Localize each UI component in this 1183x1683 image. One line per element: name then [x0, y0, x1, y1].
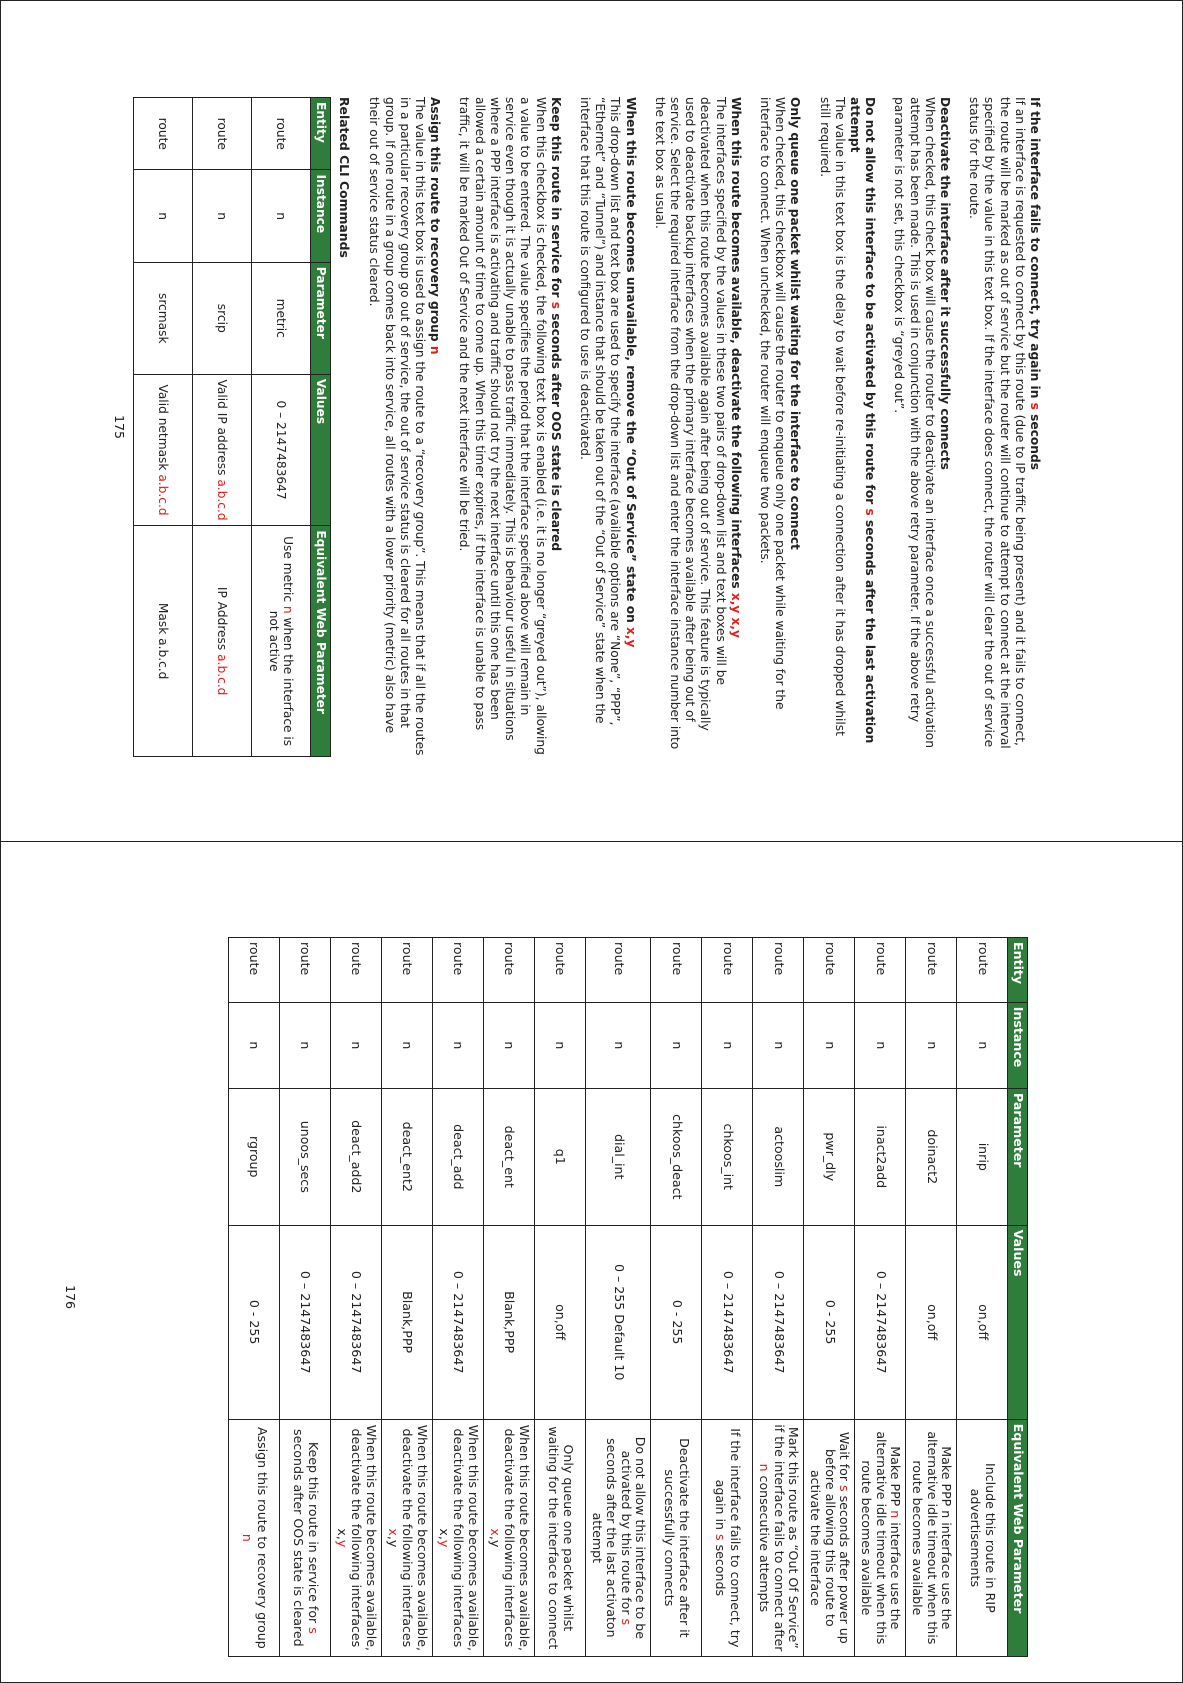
cell-instance: n [251, 170, 310, 262]
section-body: When this checkbox is checked, the following text box is enabled (i.e. it is no longer “greyed out”), allowing a value to be entered. The value specifies the period that the interface specified above will remain in service even though it is actually unable to pass traffic immediately. This is behaviour useful in situations where a PPP interface is activating and traffic should not try the next interface until this one has been allowed a certain amount of time to come up. When this timer expires, if the interface is unable to pass traffic, it will be marked Out of Service and the next interface will be tried. [457, 97, 548, 755]
col-web-parameter: Equivalent Web Parameter [1008, 1419, 1028, 1656]
description-section [757, 97, 803, 757]
cell-parameter: srcip [192, 262, 251, 374]
cell-web-parameter [229, 1419, 280, 1656]
table-row [702, 938, 753, 1657]
cell-web-parameter [855, 1419, 906, 1656]
cell-parameter: chkoos_deact [651, 1088, 702, 1225]
table-row [651, 938, 702, 1657]
cell-web-parameter [804, 1419, 855, 1656]
table-row [753, 938, 804, 1657]
cell-web-parameter [192, 526, 251, 757]
cell-entity: route [382, 938, 433, 1003]
cell-parameter: deact_ent [484, 1088, 535, 1225]
table-row [192, 98, 251, 757]
cell-values: 0 – 2147483647 [331, 1225, 382, 1419]
text-run: Use metric [280, 536, 295, 606]
highlight-variable: n [240, 1533, 256, 1542]
table-row [804, 938, 855, 1657]
text-run: When this route becomes available, deactivate the following interfaces [400, 1424, 430, 1651]
table-row [906, 938, 957, 1657]
cell-parameter: rgroup [229, 1088, 280, 1225]
cell-parameter: chkoos_int [702, 1088, 753, 1225]
table-body [229, 938, 1008, 1657]
cell-entity: route [331, 938, 382, 1003]
text-run: Valid netmask [155, 384, 170, 475]
section-heading [847, 97, 877, 757]
table-row [331, 938, 382, 1657]
cell-instance: n [804, 1002, 855, 1088]
cell-web-parameter [957, 1419, 1008, 1656]
page-number: 175 [112, 414, 127, 440]
section-heading [728, 97, 743, 757]
cell-parameter: deact_ent2 [382, 1088, 433, 1225]
cell-web-parameter [433, 1419, 484, 1656]
text-run: Keep this route in service for [305, 1441, 321, 1628]
cell-parameter: q1 [535, 1088, 586, 1225]
section-heading [548, 97, 563, 757]
text-run: Only queue one packet whilst waiting for the interface to connect [788, 97, 803, 550]
page-175 [112, 97, 1042, 757]
cell-web-parameter [753, 1419, 804, 1656]
page-number: 176 [63, 1284, 78, 1310]
cell-instance: n [855, 1002, 906, 1088]
table-row [280, 938, 331, 1657]
text-run: consecutive attempts [757, 1471, 773, 1613]
page-176 [63, 937, 1028, 1657]
text-run: ,y [385, 1535, 401, 1548]
cell-entity: route [957, 938, 1008, 1003]
cell-values: 0 - 255 [651, 1225, 702, 1419]
table-row [535, 938, 586, 1657]
table-row [382, 938, 433, 1657]
section-body: The value in this text box is the delay to wait before re-initiating a connection after it has dropped whilst still required. [817, 97, 847, 736]
col-instance: Instance [310, 170, 330, 262]
description-section [652, 97, 743, 757]
description-section [816, 97, 877, 757]
cell-parameter: metric [251, 262, 310, 374]
col-parameter: Parameter [310, 262, 330, 374]
highlight-variable: s [618, 1618, 634, 1626]
cell-parameter: actooslim [753, 1088, 804, 1225]
col-values: Values [310, 374, 330, 526]
text-run: When this route becomes unavailable, remove the “Out of Service” state on [623, 97, 638, 627]
text-run: seconds after OOS state is cleared [291, 1429, 307, 1647]
cell-entity: route [855, 938, 906, 1003]
cell-instance: n [906, 1002, 957, 1088]
cell-web-parameter [382, 1419, 433, 1656]
text-run: seconds after power up before allowing this route to activate the interface [808, 1449, 853, 1644]
cell-values: 0 - 255 [229, 1225, 280, 1419]
cell-entity: route [280, 938, 331, 1003]
cell-entity: route [651, 938, 702, 1003]
highlight-variable: x,y x,y [728, 592, 743, 638]
page-176-frame [0, 841, 1183, 1683]
table-row [484, 938, 535, 1657]
highlight-variable: s [305, 1627, 321, 1634]
cell-values: Blank,PPP [484, 1225, 535, 1419]
cell-values: on,off [535, 1225, 586, 1419]
text-run: Assign this route to recovery group [254, 1426, 270, 1649]
col-entity: Entity [310, 98, 330, 170]
highlight-variable: n [888, 1510, 904, 1519]
cli-commands-table [133, 97, 331, 757]
highlight-variable: y [334, 1539, 350, 1548]
text-run: 0 – 2147483647 [273, 400, 288, 500]
section-body: When checked, this check box will cause the router to deactivate an interface once a successful activation attempt has been made. This is used in conjunction with the above retry parameter. If the above retry parameter is not set, this checkbox is “greyed out”. [892, 97, 937, 748]
cell-entity: route [433, 938, 484, 1003]
text-run: seconds [1028, 409, 1042, 470]
highlight-variable: s [548, 301, 563, 309]
text-run: Do not allow this interface to be activated by this route for [618, 1436, 649, 1639]
cell-entity: route [753, 938, 804, 1003]
cell-web-parameter [906, 1419, 957, 1656]
cell-instance: n [651, 1002, 702, 1088]
highlight-variable: n [280, 605, 295, 614]
text-run: Make PPP [888, 1446, 904, 1511]
description-section [891, 97, 952, 757]
cell-parameter: pwr_dly [804, 1088, 855, 1225]
cell-entity: route [906, 938, 957, 1003]
cell-instance: n [433, 1002, 484, 1088]
highlight-variable: n [757, 1463, 773, 1472]
cell-instance: n [382, 1002, 433, 1088]
text-run: seconds after OOS state is cleared [548, 308, 563, 552]
cli-commands-heading: Related CLI Commands [337, 97, 353, 258]
text-run: Mask a.b.c.d [155, 602, 170, 680]
text-run: Wait for [837, 1431, 853, 1486]
cell-values: on,off [906, 1225, 957, 1419]
section-body: When checked, this checkbox will cause the router to enqueue only one packet while waiting for the interface to connect. When unchecked, the router will enqueue two packets. [757, 97, 788, 710]
text-run: If the interface fails to connect, try again in [713, 1428, 743, 1648]
cell-web-parameter [133, 526, 192, 757]
highlight-variable: s [1028, 402, 1042, 410]
cell-entity: route [251, 98, 310, 170]
description-section [577, 97, 638, 757]
cell-instance: n [133, 170, 192, 262]
text-run: Only queue one packet whilst waiting for the interface to connect [546, 1426, 576, 1650]
cell-parameter: unoos_secs [280, 1088, 331, 1225]
text-run: IP Address [214, 586, 229, 655]
cell-web-parameter [280, 1419, 331, 1656]
section-body: This drop-down list and text box are used to specify the interface (available options are “None”, “PPP”, “Ethernet” and “Tunnel”) and instance that should be taken out of the “Out of Service” state when the interface that this route is configured to use is deactivated. [577, 97, 623, 726]
table-row [133, 98, 192, 757]
text-run: Keep this route in service for [548, 97, 563, 302]
cell-entity: route [586, 938, 651, 1003]
highlight-variable: x [385, 1528, 401, 1536]
highlight-variable: s [837, 1485, 853, 1492]
text-run: Include this route in RIP advertisements [968, 1463, 998, 1613]
section-heading [622, 97, 637, 757]
text-run: When this route becomes available, deactivate the following interfaces [502, 1424, 532, 1651]
cell-values: 0 – 255 Default 10 [586, 1225, 651, 1419]
description-section [366, 97, 442, 757]
cell-entity: route [192, 98, 251, 170]
section-body: The interfaces specified by the values in these two pairs of drop-down list and text boxes will be deactivated when this route becomes available again after being out of service. This feature is typically used to deactivate backup interfaces when the primary interface becomes available after being out of service. Select the required interface from the drop-down list and enter the interface instance number into the text box as usual. [652, 97, 728, 750]
cell-web-parameter [535, 1419, 586, 1656]
cell-values [251, 374, 310, 526]
col-web-parameter: Equivalent Web Parameter [310, 526, 330, 757]
cell-web-parameter [702, 1419, 753, 1656]
table-row [251, 98, 310, 757]
text-run: when the interface is not active [266, 610, 295, 747]
cell-instance: n [192, 170, 251, 262]
text-run: seconds after the last activation attempt [847, 97, 878, 744]
cell-instance: n [586, 1002, 651, 1088]
cell-web-parameter [331, 1419, 382, 1656]
parameter-descriptions [366, 97, 1042, 757]
cell-entity: route [484, 938, 535, 1003]
text-run: Valid IP address [214, 379, 229, 480]
section-heading [787, 97, 802, 757]
col-parameter: Parameter [1008, 1088, 1028, 1225]
cell-web-parameter [651, 1419, 702, 1656]
highlight-variable: a.b.c.d [214, 654, 229, 696]
table-header-row [310, 98, 330, 757]
cell-values: Blank,PPP [382, 1225, 433, 1419]
text-run: interface use the alternative idle timeout when this route becomes available [859, 1431, 904, 1645]
cell-instance: n [229, 1002, 280, 1088]
cell-values: 0 - 255 [804, 1225, 855, 1419]
cell-parameter: srcmask [133, 262, 192, 374]
description-section [966, 97, 1042, 757]
cell-entity: route [804, 938, 855, 1003]
table-body [133, 98, 310, 757]
cell-entity: route [133, 98, 192, 170]
cell-instance: n [484, 1002, 535, 1088]
table-row [229, 938, 280, 1657]
table-row [586, 938, 651, 1657]
cell-parameter: deact_add2 [331, 1088, 382, 1225]
cell-instance: n [957, 1002, 1008, 1088]
cell-web-parameter [251, 526, 310, 757]
section-body: The value in this text box is used to assign the route to a “recovery group”. This means that if all the routes in a particular recovery group go out of service, the out of service status is cleared for all routes in that group. If one route in a group comes back into service, all routes with a lower priority (metric) also have their out of service status cleared. [367, 97, 428, 756]
cell-values: 0 – 2147483647 [855, 1225, 906, 1419]
cell-parameter: doinact2 [906, 1088, 957, 1225]
cell-values: on,off [957, 1225, 1008, 1419]
table-header-row [1008, 938, 1028, 1657]
text-run: When this route becomes available, deactivate the following interfaces x, [334, 1424, 379, 1651]
cell-instance: n [331, 1002, 382, 1088]
description-section [456, 97, 562, 757]
table-row [855, 938, 906, 1657]
cli-commands-table [228, 937, 1028, 1657]
cell-values [133, 374, 192, 526]
text-run: Make PPP n interface use the alternative idle timeout when this route becomes available [910, 1431, 955, 1645]
text-run: seconds after the last activaton attempt [589, 1438, 620, 1638]
highlight-variable: x [487, 1528, 503, 1536]
highlight-variable: s [713, 1534, 729, 1541]
col-instance: Instance [1008, 1002, 1028, 1088]
text-run: seconds [713, 1540, 729, 1597]
text-run: If the interface fails to connect, try again in [1028, 97, 1042, 403]
table-row [957, 938, 1008, 1657]
text-run: Deactivate the interface after it successfully connects [662, 1438, 692, 1638]
cell-web-parameter [484, 1419, 535, 1656]
cell-values: 0 – 2147483647 [702, 1225, 753, 1419]
highlight-variable: a.b.c.d [155, 474, 170, 516]
cell-instance: n [535, 1002, 586, 1088]
cell-entity: route [702, 938, 753, 1003]
cell-web-parameter [586, 1419, 651, 1656]
text-run: Mark this route as “Out Of Service” if the interface fails to connect after [771, 1424, 802, 1652]
cell-entity: route [535, 938, 586, 1003]
highlight-variable: x,y [623, 627, 638, 648]
cell-values [192, 374, 251, 526]
cell-values: 0 – 2147483647 [280, 1225, 331, 1419]
text-run: Deactivate the interface after it successfully connects [937, 97, 952, 470]
cell-values: 0 – 2147483647 [753, 1225, 804, 1419]
col-entity: Entity [1008, 938, 1028, 1003]
cell-instance: n [753, 1002, 804, 1088]
section-heading [1027, 97, 1042, 757]
cell-values: 0 – 2147483647 [433, 1225, 484, 1419]
highlight-variable: y [436, 1539, 452, 1548]
cell-parameter: inact2add [855, 1088, 906, 1225]
highlight-variable: s [863, 508, 878, 516]
text-run: Assign this route to recovery group [428, 97, 443, 346]
table-row [433, 938, 484, 1657]
section-heading [937, 97, 952, 757]
col-values: Values [1008, 1225, 1028, 1419]
section-heading [427, 97, 442, 757]
highlight-variable: a.b.c.d [214, 479, 229, 521]
cell-instance: n [702, 1002, 753, 1088]
text-run: When this route becomes available, deactivate the following interfaces [728, 97, 743, 593]
text-run: Do not allow this interface to be activated by this route for [863, 97, 878, 509]
section-body: If an interface is requested to connect by this route (due to IP traffic being present) and it fails to connect, the route will be marked as out of service but the router will continue to attempt to connect at the interval specified by the value in this text box. If the interface does connect, the router will clear the out of service status for the route. [967, 97, 1027, 749]
cell-parameter: deact_add [433, 1088, 484, 1225]
cell-instance: n [280, 1002, 331, 1088]
cell-entity: route [229, 938, 280, 1003]
highlight-variable: n [428, 345, 443, 355]
text-run: ,y [487, 1535, 503, 1548]
cell-parameter: dial_int [586, 1088, 651, 1225]
text-run: When this route becomes available, deactivate the following interfaces x, [436, 1424, 481, 1651]
cell-parameter: inrip [957, 1088, 1008, 1225]
